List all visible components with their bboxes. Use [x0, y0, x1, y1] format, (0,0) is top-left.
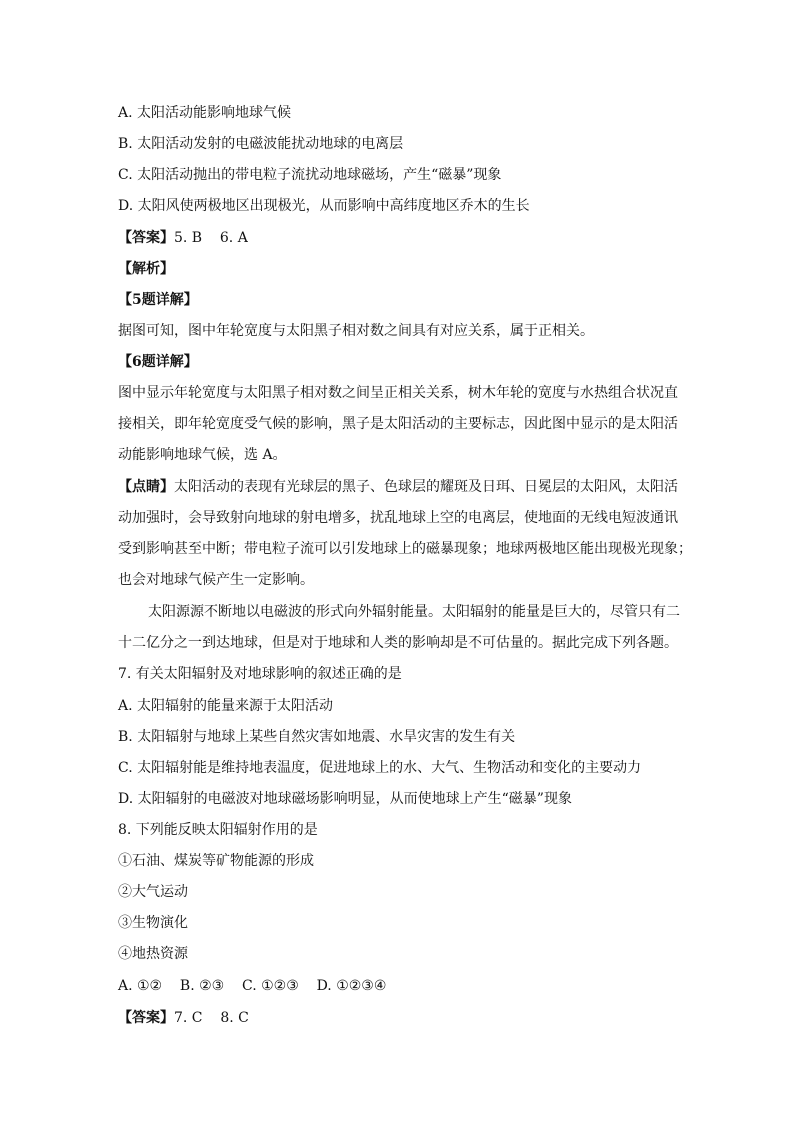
q6-detail-label: 【6题详解】 — [118, 354, 198, 370]
answer-label-2: 【答案】 — [118, 1010, 174, 1026]
q6-detail-line-2: 接相关，即年轮宽度受气候的影响，黑子是太阳活动的主要标志，因此图中显示的是太阳活 — [118, 416, 678, 432]
answer-line-1 — [118, 228, 678, 248]
q8-stem: 8. 下列能反映太阳辐射作用的是 — [118, 822, 318, 838]
highlight-line-3: 受到影响甚至中断；带电粒子流可以引发地球上的磁暴现象；地球两极地区能出现极光现象； — [118, 541, 692, 557]
q7-option-b: B. 太阳辐射与地球上某些自然灾害如地震、水旱灾害的发生有关 — [118, 729, 516, 745]
q8-choices: A. ①② B. ②③ C. ①②③ D. ①②③④ — [118, 978, 387, 994]
q7-option-c: C. 太阳辐射能是维持地表温度，促进地球上的水、大气、生物活动和变化的主要动力 — [118, 760, 642, 776]
q6-detail-line-1: 图中显示年轮宽度与太阳黑子相对数之间呈正相关关系，树木年轮的宽度与水热组合状况直 — [118, 385, 678, 401]
q5-6-option-c: C. 太阳活动抛出的带电粒子流扰动地球磁场，产生“磁暴”现象 — [118, 167, 502, 183]
q8-item-2: ②大气运动 — [118, 884, 188, 900]
analysis-label: 【解析】 — [118, 261, 174, 277]
q5-detail-text: 据图可知，图中年轮宽度与太阳黑子相对数之间具有对应关系，属于正相关。 — [118, 323, 594, 339]
q5-6-option-a: A. 太阳活动能影响地球气候 — [118, 105, 292, 121]
highlight-text-1: 太阳活动的表现有光球层的黑子、色球层的耀斑及日珥、日冕层的太阳风，太阳活 — [174, 479, 678, 495]
highlight-label: 【点睛】 — [118, 479, 174, 495]
q8-item-4: ④地热资源 — [118, 946, 188, 962]
q5-detail-label: 【5题详解】 — [118, 292, 198, 308]
highlight-line-2: 动加强时，会导致射向地球的射电增多，扰乱地球上空的电离层，使地面的无线电短波通讯 — [118, 510, 678, 526]
highlight-line-1 — [118, 477, 678, 497]
answer-line-2 — [118, 1008, 678, 1028]
highlight-line-4: 也会对地球气候产生一定影响。 — [118, 572, 314, 588]
q5-6-option-d: D. 太阳风使两极地区出现极光，从而影响中高纬度地区乔木的生长 — [118, 198, 530, 214]
q5-6-option-b: B. 太阳活动发射的电磁波能扰动地球的电离层 — [118, 136, 404, 152]
q8-item-1: ①石油、煤炭等矿物能源的形成 — [118, 853, 314, 869]
passage-line-1: 太阳源源不断地以电磁波的形式向外辐射能量。太阳辐射的能量是巨大的，尽管只有二 — [148, 604, 680, 620]
answer-text: 5. B 6. A — [174, 230, 248, 246]
answer-text-2: 7. C 8. C — [174, 1010, 249, 1026]
q8-item-3: ③生物演化 — [118, 915, 188, 931]
q6-detail-line-3: 动能影响地球气候，选 A。 — [118, 447, 287, 463]
answer-label: 【答案】 — [118, 230, 174, 246]
q7-option-d: D. 太阳辐射的电磁波对地球磁场影响明显，从而使地球上产生“磁暴”现象 — [118, 791, 572, 807]
q7-option-a: A. 太阳辐射的能量来源于太阳活动 — [118, 698, 334, 714]
q7-stem: 7. 有关太阳辐射及对地球影响的叙述正确的是 — [118, 666, 402, 682]
passage-line-2: 十二亿分之一到达地球，但是对于地球和人类的影响却是不可估量的。据此完成下列各题。 — [118, 635, 678, 651]
